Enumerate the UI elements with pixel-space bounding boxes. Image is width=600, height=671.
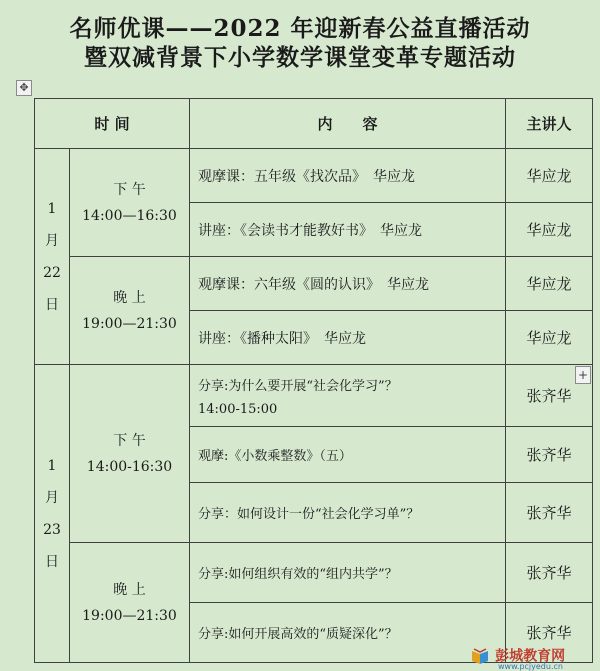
time-cell-day2-evening bbox=[70, 543, 190, 663]
watermark-name: 彭城教育网 bbox=[495, 648, 566, 665]
time-range: 19:00—21:30 bbox=[82, 607, 177, 624]
page-title-line1: 名师优课——2022 年迎新春公益直播活动 bbox=[69, 15, 531, 42]
time-period-label: 晚 上 bbox=[113, 581, 146, 598]
content-text: 分享:为什么要开展“社会化学习”？ bbox=[198, 378, 398, 394]
date-part: 1 bbox=[47, 457, 57, 474]
plus-icon[interactable]: + bbox=[575, 366, 591, 384]
date-part: 日 bbox=[45, 553, 59, 570]
time-cell-day2-afternoon bbox=[70, 365, 190, 543]
content-cell: 分享:如何组织有效的“组内共学”？ bbox=[190, 543, 506, 603]
time-period-label: 下 午 bbox=[113, 181, 146, 198]
speaker-cell: 张齐华 bbox=[506, 427, 593, 483]
speaker-cell: 华应龙 bbox=[506, 149, 593, 203]
speaker-cell: 华应龙 bbox=[506, 203, 593, 257]
content-cell bbox=[190, 365, 506, 427]
date-part: 1 bbox=[47, 200, 57, 217]
date-part: 月 bbox=[45, 489, 59, 506]
speaker-cell: 张齐华 bbox=[506, 543, 593, 603]
date-cell-day1 bbox=[35, 149, 70, 365]
content-cell: 观摩:《小数乘整数》（五） bbox=[190, 427, 506, 483]
content-cell: 讲座：《会读书才能教好书》 华应龙 bbox=[190, 203, 506, 257]
time-cell-day1-evening bbox=[70, 257, 190, 365]
header-content: 内 容 bbox=[190, 99, 506, 149]
date-part: 月 bbox=[45, 232, 59, 249]
time-range: 19:00—21:30 bbox=[82, 315, 177, 332]
speaker-cell: 张齐华 bbox=[506, 483, 593, 543]
content-cell: 观摩课：六年级《圆的认识》 华应龙 bbox=[190, 257, 506, 311]
content-cell: 讲座：《播种太阳》 华应龙 bbox=[190, 311, 506, 365]
speaker-cell: 华应龙 bbox=[506, 311, 593, 365]
table-row bbox=[35, 543, 593, 603]
content-time: 14:00-15:00 bbox=[198, 401, 278, 417]
table-row bbox=[35, 257, 593, 311]
time-range: 14:00—16:30 bbox=[82, 207, 177, 224]
book-logo-icon bbox=[470, 646, 490, 666]
content-cell: 分享:如何开展高效的“质疑深化”？ bbox=[190, 603, 506, 663]
header-time: 时 间 bbox=[35, 99, 190, 149]
header-speaker: 主讲人 bbox=[506, 99, 593, 149]
page-title-line2: 暨双减背景下小学数学课堂变革专题活动 bbox=[84, 44, 516, 71]
table-header-row bbox=[35, 99, 593, 149]
time-range: 14:00-16:30 bbox=[86, 458, 173, 475]
speaker-cell: 华应龙 bbox=[506, 257, 593, 311]
move-icon[interactable]: ✥ bbox=[16, 80, 32, 96]
date-part: 日 bbox=[45, 296, 59, 313]
date-cell-day2 bbox=[35, 365, 70, 663]
schedule-table bbox=[34, 98, 593, 663]
speaker-cell: 张齐华 bbox=[506, 603, 593, 663]
date-part: 22 bbox=[43, 264, 61, 281]
table-row bbox=[35, 149, 593, 203]
date-part: 23 bbox=[43, 521, 61, 538]
watermark bbox=[470, 645, 566, 671]
watermark-url: www.pcjyedu.cn bbox=[498, 662, 563, 671]
time-period-label: 下 午 bbox=[113, 432, 146, 449]
speaker-cell: 张齐华 bbox=[506, 365, 593, 427]
time-period-label: 晚 上 bbox=[113, 289, 146, 306]
content-cell: 分享：如何设计一份“社会化学习单”？ bbox=[190, 483, 506, 543]
content-cell: 观摩课：五年级《找次品》 华应龙 bbox=[190, 149, 506, 203]
time-cell-day1-afternoon bbox=[70, 149, 190, 257]
table-row bbox=[35, 365, 593, 427]
